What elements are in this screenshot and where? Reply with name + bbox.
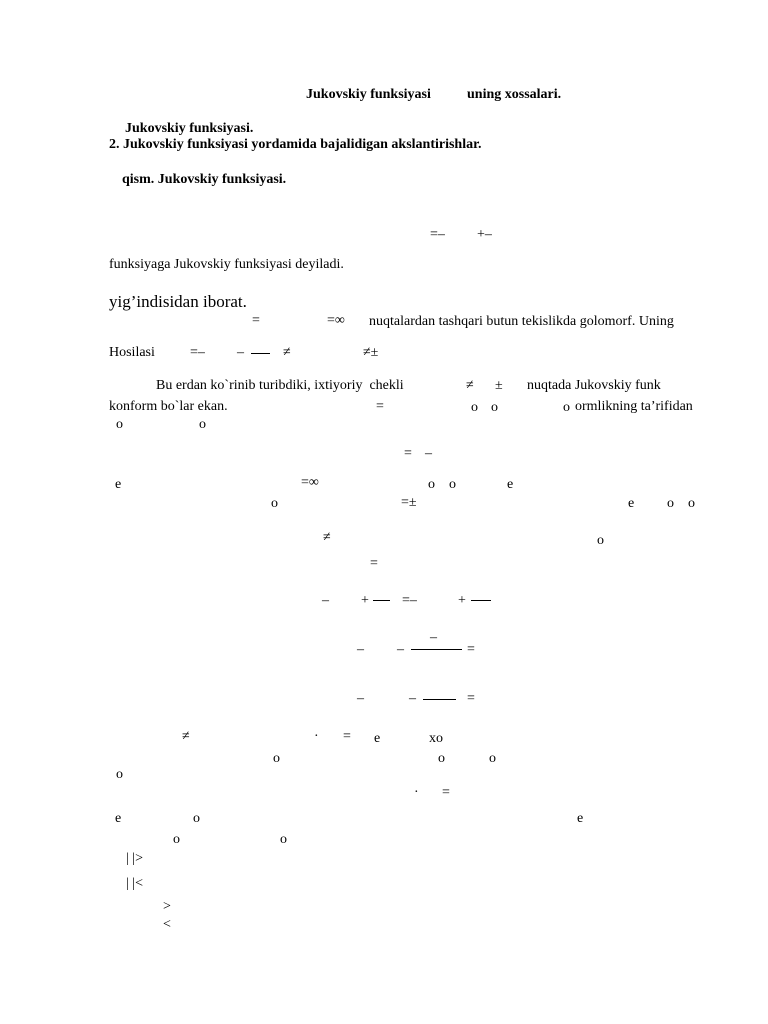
para2-o-2: o (491, 400, 498, 415)
para1-sym-2: ± (495, 378, 503, 393)
para2-o-1: o (471, 400, 478, 415)
row-e-a-o-2: o (449, 477, 456, 492)
title-right: uning xossalari. (467, 87, 562, 102)
row-e-a-e-2: e (507, 477, 514, 492)
formula3-eq: = (467, 691, 475, 706)
row-c-o-1: o (273, 751, 280, 766)
row-ne2-e: e (374, 731, 381, 746)
row-e-b-e-2: e (577, 811, 584, 826)
holo-text: nuqtalardan tashqari butun tekislikda golomorf. Uning (369, 314, 674, 329)
row-e-a-e-1: e (115, 477, 122, 492)
formula1-a: – (322, 593, 329, 608)
outline-item-1: Jukovskiy funksiyasi. (125, 121, 254, 136)
formula3-a: – (357, 691, 364, 706)
para1-sym-1: ≠ (466, 378, 474, 393)
sum-line: yig’indisidan iborat. (109, 292, 247, 311)
formula3-b: – (409, 691, 416, 706)
row-b-e-1: e (628, 496, 635, 511)
row-ne2-eq: = (343, 729, 351, 744)
inequality-a: | |> (126, 851, 144, 866)
row-b-o-3: o (688, 496, 695, 511)
formula1-b: + (361, 593, 369, 608)
para1-text-1: Bu erdan ko`rinib turibdiki, ixtiyoriy chekli (156, 378, 404, 393)
row-a-o-2: o (199, 417, 206, 432)
para1-text-2: nuqtada Jukovskiy funk (527, 378, 661, 393)
row-d-o-1: o (116, 767, 123, 782)
holo-eq-1: = (252, 313, 260, 328)
derivative-sym-2: – (237, 345, 244, 360)
formula2-numerator-dash: – (430, 630, 437, 645)
row-b-o-1: o (271, 496, 278, 511)
row-ne2-ne: ≠ (182, 729, 190, 744)
row-e-b-o-1: o (193, 811, 200, 826)
row-a-o-1: o (116, 417, 123, 432)
row-b-pm: =± (401, 495, 417, 510)
formula1-c: =– (402, 593, 417, 608)
row-e-o-1: o (173, 832, 180, 847)
row-c-o-2: o (438, 751, 445, 766)
para2-text-2: ormlikning ta’rifidan (575, 399, 693, 414)
inequality-b: | |< (126, 876, 144, 891)
row-e-a-inf: =∞ (301, 475, 319, 490)
formula2-fraction-line (411, 649, 462, 650)
section-heading: qism. Jukovskiy funksiyasi. (122, 172, 287, 187)
row-e-o-2: o (280, 832, 287, 847)
para2-o-3: o (563, 400, 570, 415)
formula-main-plus: +– (477, 227, 492, 242)
row-c-o-3: o (489, 751, 496, 766)
definition-line: funksiyaga Jukovskiy funksiyasi deyiladi. (109, 257, 344, 272)
row-eq-b: = (370, 556, 378, 571)
formula3-fraction-line (423, 699, 456, 700)
inequality-d: < (163, 917, 171, 932)
holo-eq-2: =∞ (327, 313, 345, 328)
row-ne2-dot: · (314, 729, 319, 744)
formula1-frac-2 (471, 600, 491, 601)
row-dot: · (414, 785, 419, 800)
para2-eq: = (376, 399, 384, 414)
row-dash-a: – (425, 446, 432, 461)
para2-text: konform bo`lar ekan. (109, 399, 228, 414)
derivative-label: Hosilasi (109, 345, 155, 360)
derivative-sym-4: ≠± (363, 345, 379, 360)
formula1-d: + (458, 593, 466, 608)
derivative-sym-3: ≠ (283, 345, 291, 360)
row-e-b-e-1: e (115, 811, 122, 826)
row-ne-o: o (597, 533, 604, 548)
row-ne2-xo: xo (429, 731, 443, 746)
formula1-frac-1 (373, 600, 390, 601)
row-dot-eq: = (442, 785, 450, 800)
formula-main-eq: =– (430, 227, 445, 242)
row-eq-a: = (404, 446, 412, 461)
derivative-sym-1: =– (190, 345, 205, 360)
formula2-eq: = (467, 642, 475, 657)
row-e-a-o-1: o (428, 477, 435, 492)
outline-item-2: 2. Jukovskiy funksiyasi yordamida bajalidigan akslantirishlar. (109, 137, 482, 152)
title-left: Jukovskiy funksiyasi (306, 87, 431, 102)
formula2-b: – (397, 642, 404, 657)
inequality-c: > (163, 899, 171, 914)
formula2-a: – (357, 642, 364, 657)
row-ne: ≠ (323, 530, 331, 545)
row-b-o-2: o (667, 496, 674, 511)
derivative-fraction-line (251, 353, 270, 354)
